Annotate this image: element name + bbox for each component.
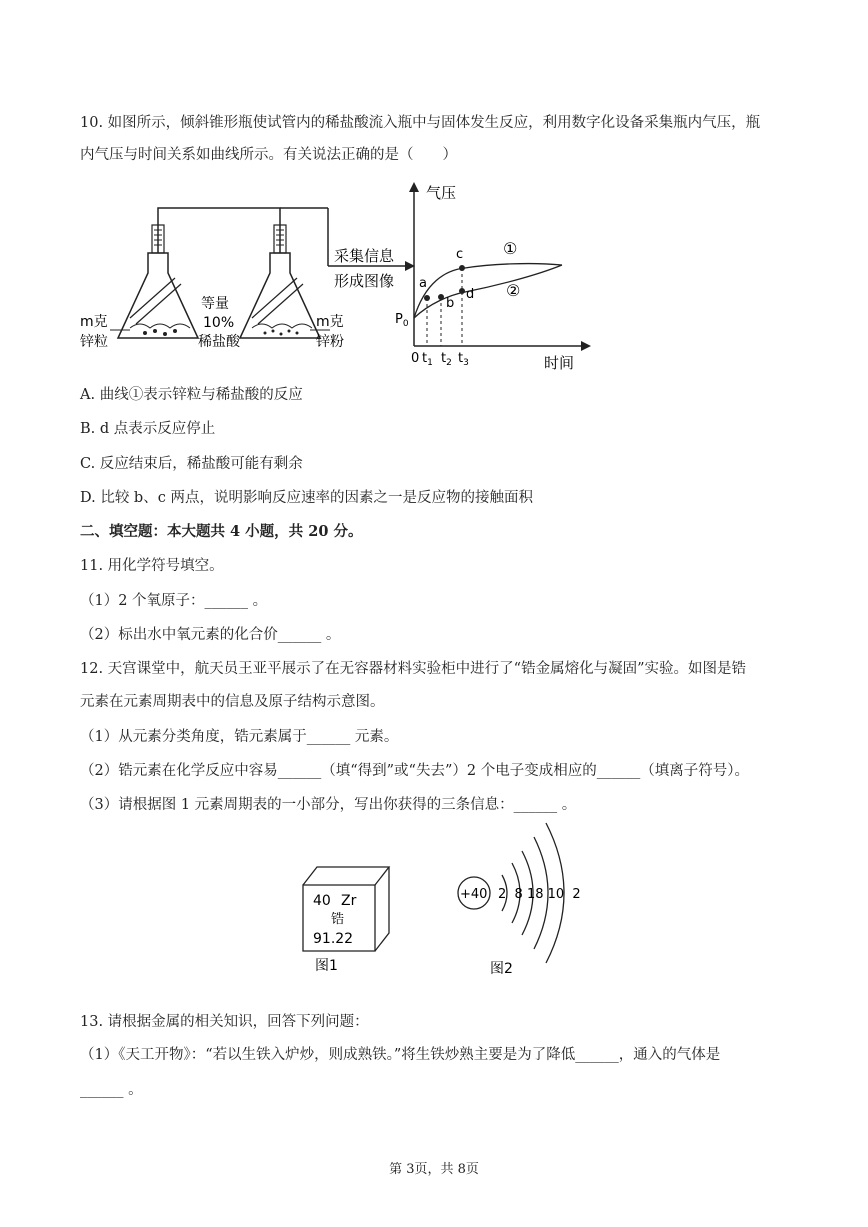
origin-label: 0 <box>411 351 420 366</box>
connecting-tube <box>158 208 280 253</box>
electron-counts: 2 8 18 10 2 <box>498 887 581 902</box>
mid-label-2: 10% <box>203 315 235 331</box>
q12-stem-line2: 元素在元素周期表中的信息及原子结构示意图。 <box>80 694 385 710</box>
figure-1-caption: 图1 <box>315 958 338 974</box>
point-a-label: a <box>419 276 427 291</box>
q10-option-d: D. 比较 b、c 两点，说明影响反应速率的因素之一是反应物的接触面积 <box>80 490 533 506</box>
right-label-2: 锌粉 <box>316 334 344 350</box>
mid-label-3: 稀盐酸 <box>198 334 240 350</box>
curve-2 <box>414 265 562 318</box>
p0-label: $P_0$ <box>395 312 409 329</box>
q11-stem: 11. 用化学符号填空。 <box>80 558 224 574</box>
q10-stem-line2: 内气压与时间关系如曲线所示。有关说法正确的是（ ） <box>80 147 457 163</box>
x-axis-label: 时间 <box>544 354 575 372</box>
atomic-mass: 91.22 <box>313 931 354 947</box>
t2-label: $t_2$ <box>441 351 452 368</box>
y-axis-arrow <box>409 182 419 192</box>
left-flask <box>110 225 198 338</box>
q13-stem: 13. 请根据金属的相关知识，回答下列问题： <box>80 1014 369 1030</box>
arrow-label-1: 采集信息 <box>334 247 395 265</box>
q13-part1-line2: ______ 。 <box>80 1082 143 1098</box>
q12-part2: （2）锆元素在化学反应中容易______（填“得到”或“失去”）2 个电子变成相应的______（填离子符号）。 <box>80 763 749 779</box>
curve-1-label: ① <box>503 239 518 258</box>
point-a-marker <box>424 295 430 301</box>
point-c-marker <box>459 265 465 271</box>
element-name: 锆 <box>331 912 345 927</box>
figure-2-caption: 图2 <box>490 961 513 977</box>
point-c-label: c <box>456 247 464 262</box>
nuclear-charge: +40 <box>460 887 488 902</box>
point-d-label: d <box>466 287 475 302</box>
q12-part3: （3）请根据图 1 元素周期表的一小部分，写出你获得的三条信息：______ 。 <box>80 797 577 813</box>
q13-part1-line1: （1）《天工开物》：“若以生铁入炉炒，则成熟铁。”将生铁炒熟主要是为了降低______，通入的气体是 <box>80 1047 721 1063</box>
q11-part2: （2）标出水中氧元素的化合价______ 。 <box>80 627 341 643</box>
point-b-label: b <box>446 296 455 311</box>
t1-label: $t_1$ <box>422 351 433 368</box>
right-label-1: m克 <box>316 314 344 330</box>
q10-option-c: C. 反应结束后，稀盐酸可能有剩余 <box>80 456 303 472</box>
q12-stem-line1: 12. 天宫课堂中，航天员王亚平展示了在无容器材料实验柜中进行了“锆金属熔化与凝固”实验。如图是锆 <box>80 661 746 677</box>
q11-part1: （1）2 个氧原子：______ 。 <box>80 593 268 609</box>
mid-label-1: 等量 <box>201 296 229 312</box>
x-axis-arrow <box>581 341 591 351</box>
q10-figure <box>70 178 600 378</box>
atomic-number: 40 <box>313 893 331 909</box>
point-d-marker <box>459 288 465 294</box>
section-heading: 二、填空题：本大题共 4 小题，共 20 分。 <box>80 523 363 540</box>
point-b-marker <box>438 294 444 300</box>
left-label-2: 锌粒 <box>80 334 108 350</box>
q12-figure-1 <box>295 855 395 975</box>
q10-stem-line1: 10. 如图所示，倾斜锥形瓶使试管内的稀盐酸流入瓶中与固体发生反应，利用数字化设备采集瓶内气压，瓶 <box>80 115 761 131</box>
q10-option-b: B. d 点表示反应停止 <box>80 421 216 437</box>
page-footer: 第 3页，共 8页 <box>389 1162 479 1177</box>
q12-part1: （1）从元素分类角度，锆元素属于______ 元素。 <box>80 729 399 745</box>
left-label-1: m克 <box>80 314 108 330</box>
arrow-label-2: 形成图像 <box>334 272 395 290</box>
y-axis-label: 气压 <box>426 184 457 202</box>
curve-1 <box>414 264 562 318</box>
t3-label: $t_3$ <box>458 351 469 368</box>
q10-option-a: A. 曲线①表示锌粒与稀盐酸的反应 <box>80 387 303 403</box>
curve-2-label: ② <box>506 281 521 300</box>
element-symbol: Zr <box>341 893 357 909</box>
q12-figure-2 <box>450 815 590 980</box>
